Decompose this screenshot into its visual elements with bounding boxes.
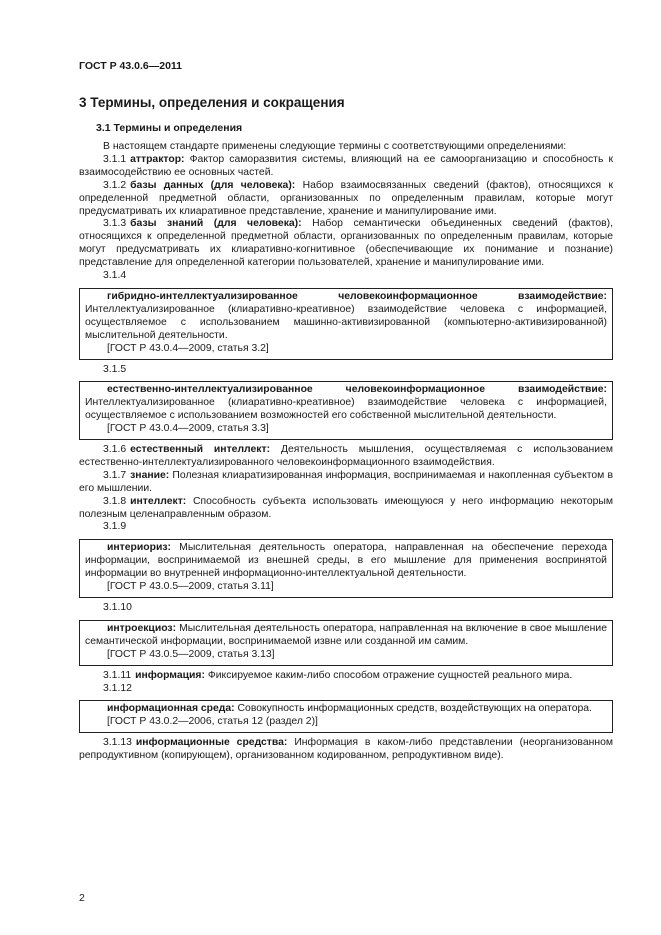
term-definition: Интеллектуализированное (клиаративно-креативное) взаимодействие человека с информацией, осуществляемое с использованием возможностей его собственной мыслительной деятельности. — [85, 397, 607, 422]
term-name: базы данных (для человека): — [130, 179, 296, 191]
term-3-1-8 — [79, 496, 613, 522]
term-3-1-13 — [79, 737, 613, 763]
definition-box-3-1-12 — [79, 700, 613, 733]
term-number: 3.1.8 — [103, 495, 127, 507]
term-definition: Фиксируемое каким-либо способом отражение сущностей реального мира. — [207, 669, 573, 681]
source-reference: [ГОСТ Р 43.0.2—2006, статья 12 (раздел 2)] — [107, 716, 318, 728]
term-3-1-6 — [79, 444, 613, 470]
term-name: интеллект: — [130, 495, 187, 507]
term-number: 3.1.12 — [103, 682, 132, 694]
definition-box-3-1-10 — [79, 620, 613, 666]
boxed-definition — [85, 384, 607, 423]
term-definition: Полезная клиаратизированная информация, воспринимаемая и накопленная субъектом в его мышлении. — [79, 469, 613, 494]
term-definition: Фактор саморазвития системы, влияющий на ее самоорганизацию и способность к взаимосодействию ее основных частей. — [79, 153, 614, 178]
term-name: информационные средства: — [135, 737, 288, 749]
term-name: информация: — [135, 669, 205, 681]
boxed-definition — [85, 703, 607, 716]
document-body — [79, 141, 613, 763]
term-definition: Способность субъекта использовать имеющуюся у него информацию некоторым полезным целенаправленным образом. — [79, 495, 613, 520]
term-number: 3.1.4 — [103, 270, 127, 282]
term-number: 3.1.2 — [103, 179, 127, 191]
running-header: ГОСТ Р 43.0.6—2011 — [79, 60, 183, 72]
term-name: интроекциоз: — [107, 622, 177, 634]
term-name: гибридно-интеллектуализированное человекоинформационное взаимодействие: — [107, 290, 607, 302]
definition-box-3-1-5 — [79, 381, 613, 440]
term-name: естественно-интеллектуализированное человекоинформационное взаимодействие: — [107, 384, 607, 396]
term-name: информационная среда: — [107, 703, 235, 715]
term-3-1-7 — [79, 470, 613, 496]
term-definition: Набор семантически объединенных сведений (фактов), относящихся к определенной предметной области, организованных по определенным правилам, которые могут предусматривать их клиаративно-когнитивное (обеспечивающие их понимание и познание) представление для определенной категории пользователей, хранение и манипулирование ими. — [79, 218, 613, 269]
source-reference: [ГОСТ Р 43.0.4—2009, статья 3.3] — [107, 423, 269, 435]
term-3-1-1 — [79, 154, 613, 180]
term-definition: Мыслительная деятельность оператора, направленная на обеспечение перехода информации, воспринимаемой из внешней среды, в его мышление для применения воспринятой информации во внутренней информационно-интеллектуальной деятельности. — [85, 542, 608, 580]
term-3-1-2 — [79, 180, 613, 219]
term-definition: Деятельность мышления, осуществляемая с использованием естественно-интеллектуализированного человекоинформационного взаимодействия. — [79, 444, 613, 468]
term-name: интериориз: — [107, 542, 171, 554]
source-reference: [ГОСТ Р 43.0.5—2009, статья 3.11] — [107, 581, 274, 593]
intro-paragraph: В настоящем стандарте применены следующие термины с соответствующими определениями: — [103, 141, 567, 152]
term-number: 3.1.3 — [103, 218, 127, 230]
term-3-1-11 — [79, 670, 613, 683]
term-number: 3.1.9 — [103, 521, 127, 533]
term-name: знание: — [130, 469, 170, 481]
subsection-title: 3.1 Термины и определения — [96, 122, 243, 134]
term-number: 3.1.13 — [103, 737, 132, 749]
term-definition: Совокупность информационных средств, воздействующих на оператора. — [237, 703, 592, 715]
term-number: 3.1.10 — [103, 602, 132, 613]
term-definition: Набор взаимосвязанных сведений (фактов), относящихся к определенной предметной области, организованных по определенным правилам, которые могут предусматривать их клиаративное представление, хранение и манипулирование ими. — [79, 179, 613, 217]
section-title: 3 Термины, определения и сокращения — [79, 95, 345, 110]
source-reference: [ГОСТ Р 43.0.4—2009, статья 3.2] — [107, 342, 269, 354]
term-name: аттрактор: — [130, 153, 185, 165]
term-number: 3.1.6 — [103, 444, 127, 456]
term-3-1-3 — [79, 218, 613, 270]
term-number: 3.1.11 — [103, 669, 132, 681]
term-number: 3.1.5 — [103, 363, 127, 375]
term-definition: Мыслительная деятельность оператора, направленная на включение в свое мышление семантической информации, воспринимаемой извне или созданной им самим. — [85, 622, 608, 647]
boxed-definition — [85, 623, 607, 649]
definition-box-3-1-9 — [79, 539, 613, 598]
boxed-definition — [85, 291, 607, 343]
term-definition: Интеллектуализированное (клиаративно-креативное) взаимодействие человека с информацией, осуществляемое с использованием машинно-активизированной (компьютерно-активизированной) мыслительной деятельности. — [85, 303, 607, 341]
term-definition: Информация в каком-либо представлении (неорганизованном репродуктивном (копирующем), организованном кодированном, репродуктивном виде). — [79, 737, 613, 762]
term-number: 3.1.7 — [103, 469, 127, 481]
boxed-definition — [85, 542, 607, 581]
source-reference: [ГОСТ Р 43.0.5—2009, статья 3.13] — [107, 648, 275, 660]
definition-box-3-1-4 — [79, 288, 613, 360]
page-number: 2 — [79, 892, 85, 904]
term-name: базы знаний (для человека): — [130, 218, 302, 230]
term-number: 3.1.1 — [103, 153, 127, 165]
term-name: естественный интеллект: — [130, 444, 271, 456]
